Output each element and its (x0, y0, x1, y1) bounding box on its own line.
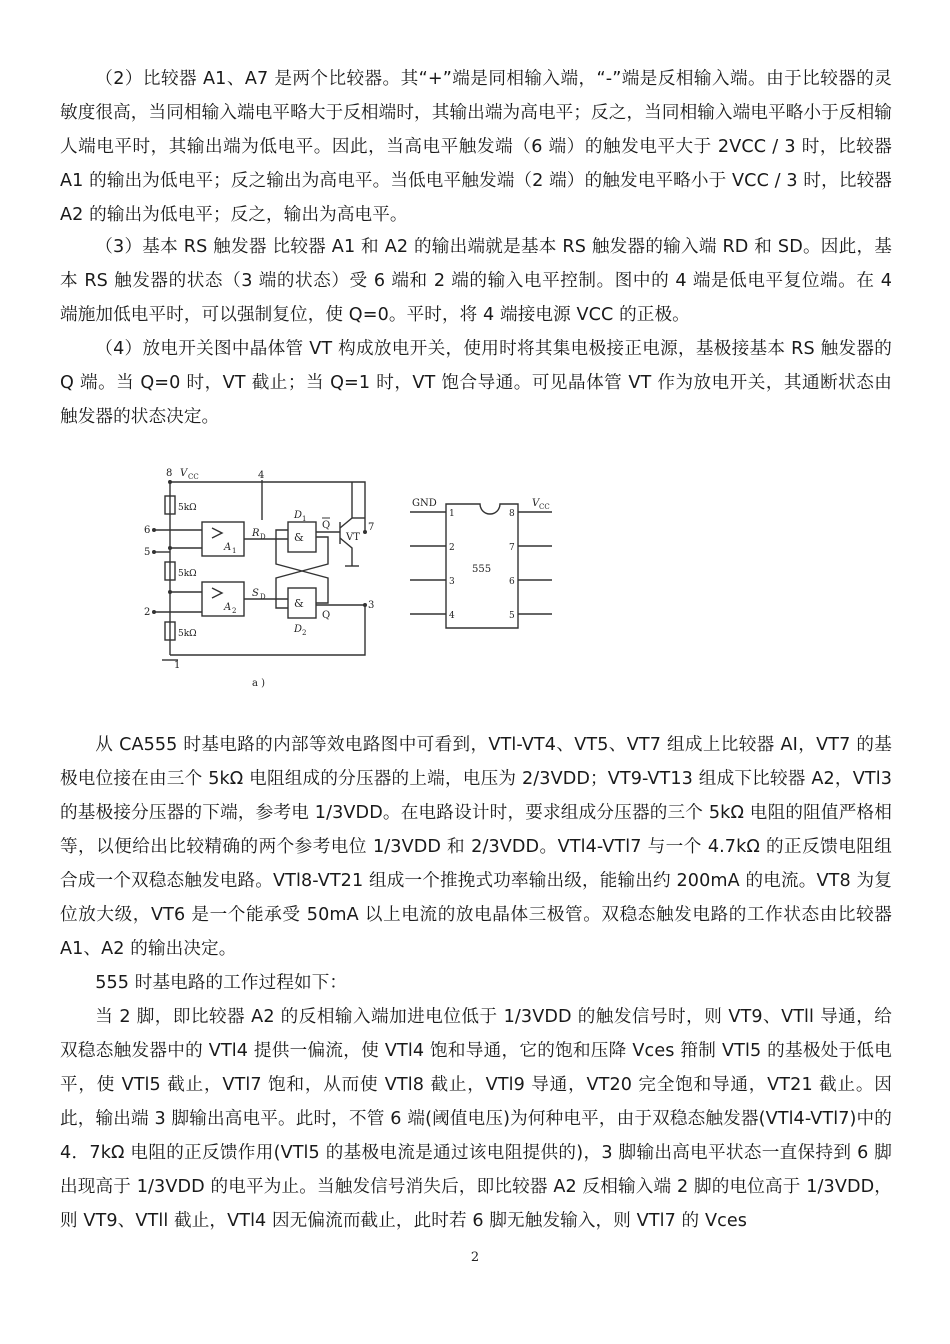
chip-gnd-label: GND (412, 498, 437, 509)
chip-pin-right-5: 5 (509, 611, 515, 621)
resistor3-label: 5kΩ (178, 629, 197, 639)
pin6-label: 6 (144, 525, 151, 536)
paragraph-process-heading: 555 时基电路的工作过程如下： (95, 973, 348, 993)
comparator-a2-sub: 2 (232, 607, 237, 615)
pin4-label: 4 (258, 470, 265, 481)
paragraph-comparator: （2）比较器 A1、A7 是两个比较器。其“+”端是同相输入端，“-”端是反相输入端。由于比较器的灵敏度很高，当同相输入端电平略大于反相端时，其输出端为高电平；反之，当同相输入端电平略小于反相输人端电平时，其输出端为低电平。因此，当高电平触发端（6 端）的触发电平大于 2VCC / 3 时，比较器 A1 的输出为低电平；反之输出为高电平。当低电平触发端（2 端）的触发电平略小于 VCC / 3 时，比较器 A2 的输出为低电平；反之，输出为高电平。 (60, 69, 892, 225)
chip-pin-left-1: 1 (449, 509, 455, 519)
pin8-label: 8 (166, 468, 173, 479)
gate-d1-label: D (294, 510, 303, 521)
gate-d1-symbol: & (294, 531, 304, 544)
pin2-label: 2 (144, 607, 151, 618)
paragraph-discharge-switch: （4）放电开关图中晶体管 VT 构成放电开关，使用时将其集电极接正电源，基极接基本 RS 触发器的 Q 端。当 Q=0 时，VT 截止；当 Q=1 时，VT 饱合导通。可见晶体管 VT 作为放电开关，其通断状态由触发器的状态决定。 (60, 339, 892, 427)
chip-pin-left-2: 2 (449, 543, 455, 553)
comparator-a2-label: A (224, 602, 232, 613)
chip-pin-right-6: 6 (509, 577, 515, 587)
qbar-label: Q (322, 520, 331, 531)
circuit-figure (140, 460, 560, 690)
paragraph-process-detail: 当 2 脚，即比较器 A2 的反相输入端加进电位低于 1/3VDD 的触发信号时，则 VT9、VTll 导通，给双稳态触发器中的 VTl4 提供一偏流，使 VTl4 饱和导通，它的饱和压降 Vces 箝制 VTl5 的基极处于低电平，使 VTl5 截止，VTl7 饱和，从而使 VTl8 截止，VTl9 导通，VT20 完全饱和导通，VT21 截止。因此，输出端 3 脚输出高电平。此时，不管 6 端(阈值电压)为何种电平，由于双稳态触发器(VTl4-VTl7)中的 4．7kΩ 电阻的正反馈作用(VTl5 的基极电流是通过该电阻提供的)，3 脚输出高电平状态一直保持到 6 脚出现高于 1/3VDD 的电平为止。当触发信号消失后，即比较器 A2 反相输入端 2 脚的电位高于 1/3VDD，则 VT9、VTll 截止，VTl4 因无偏流而截止，此时若 6 脚无触发输入，则 VTl7 的 Vces (60, 1007, 892, 1231)
comparator-a1-label: A (224, 542, 232, 553)
chip-name-label: 555 (472, 564, 492, 575)
chip-pin-right-7: 7 (509, 543, 515, 553)
circuit-diagram-svg (140, 460, 560, 690)
page-number: 2 (470, 1250, 480, 1265)
rd-label: R (252, 528, 260, 539)
pin3-label: 3 (368, 600, 375, 611)
resistor1-label: 5kΩ (178, 503, 197, 513)
pin5-label: 5 (144, 547, 151, 558)
resistor2-label: 5kΩ (178, 569, 197, 579)
comparator-a1-sub: 1 (232, 547, 237, 555)
pin1-label: 1 (174, 660, 181, 671)
pin7-label: 7 (368, 522, 375, 533)
q-label: Q (322, 610, 331, 621)
paragraph-ca555-internal: 从 CA555 时基电路的内部等效电路图中可看到，VTl-VT4、VT5、VT7 组成上比较器 AI，VT7 的基极电位接在由三个 5kΩ 电阻组成的分压器的上端，电压为 2/3VDD；VT9-VT13 组成下比较器 A2，VTl3 的基极接分压器的下端，参考电 1/3VDD。在电路设计时，要求组成分压器的三个 5kΩ 电阻的阻值严格相等，以便给出比较精确的两个参考电位 1/3VDD 和 2/3VDD。VTl4-VTl7 与一个 4.7kΩ 的正反馈电阻组合成一个双稳态触发电路。VTl8-VT21 组成一个推挽式功率输出级，能输出约 200mA 的电流。VT8 为复位放大级，VT6 是一个能承受 50mA 以上电流的放电晶体三极管。双稳态触发电路的工作状态由比较器 A1、A2 的输出决定。 (60, 735, 892, 959)
gate-d2-symbol: & (294, 597, 304, 610)
gate-d2-sub: 2 (302, 629, 307, 637)
chip-pin-left-3: 3 (449, 577, 455, 587)
paragraph-rs-flipflop: （3）基本 RS 触发器 比较器 A1 和 A2 的输出端就是基本 RS 触发器的输入端 RD 和 SD。因此，基本 RS 触发器的状态（3 端的状态）受 6 端和 2 端的输入电平控制。图中的 4 端是低电平复位端。在 4 端施加低电平时，可以强制复位，使 Q=0。平时，将 4 端接电源 VCC 的正极。 (60, 237, 892, 325)
vcc-label: V (180, 468, 188, 479)
chip-pin-left-4: 4 (449, 611, 455, 621)
gate-d1-sub: 1 (302, 515, 307, 523)
chip-vcc-label: V (532, 498, 540, 509)
chip-pin-right-8: 8 (509, 509, 515, 519)
figure-caption: a ) (252, 678, 266, 689)
rd-sub: D (260, 533, 266, 541)
vcc-sub-label: CC (188, 473, 199, 481)
gate-d2-label: D (294, 624, 303, 635)
sd-sub: D (260, 593, 266, 601)
chip-vcc-sub: CC (539, 503, 550, 511)
transistor-vt-label: VT (346, 532, 360, 543)
sd-label: S (252, 588, 259, 599)
